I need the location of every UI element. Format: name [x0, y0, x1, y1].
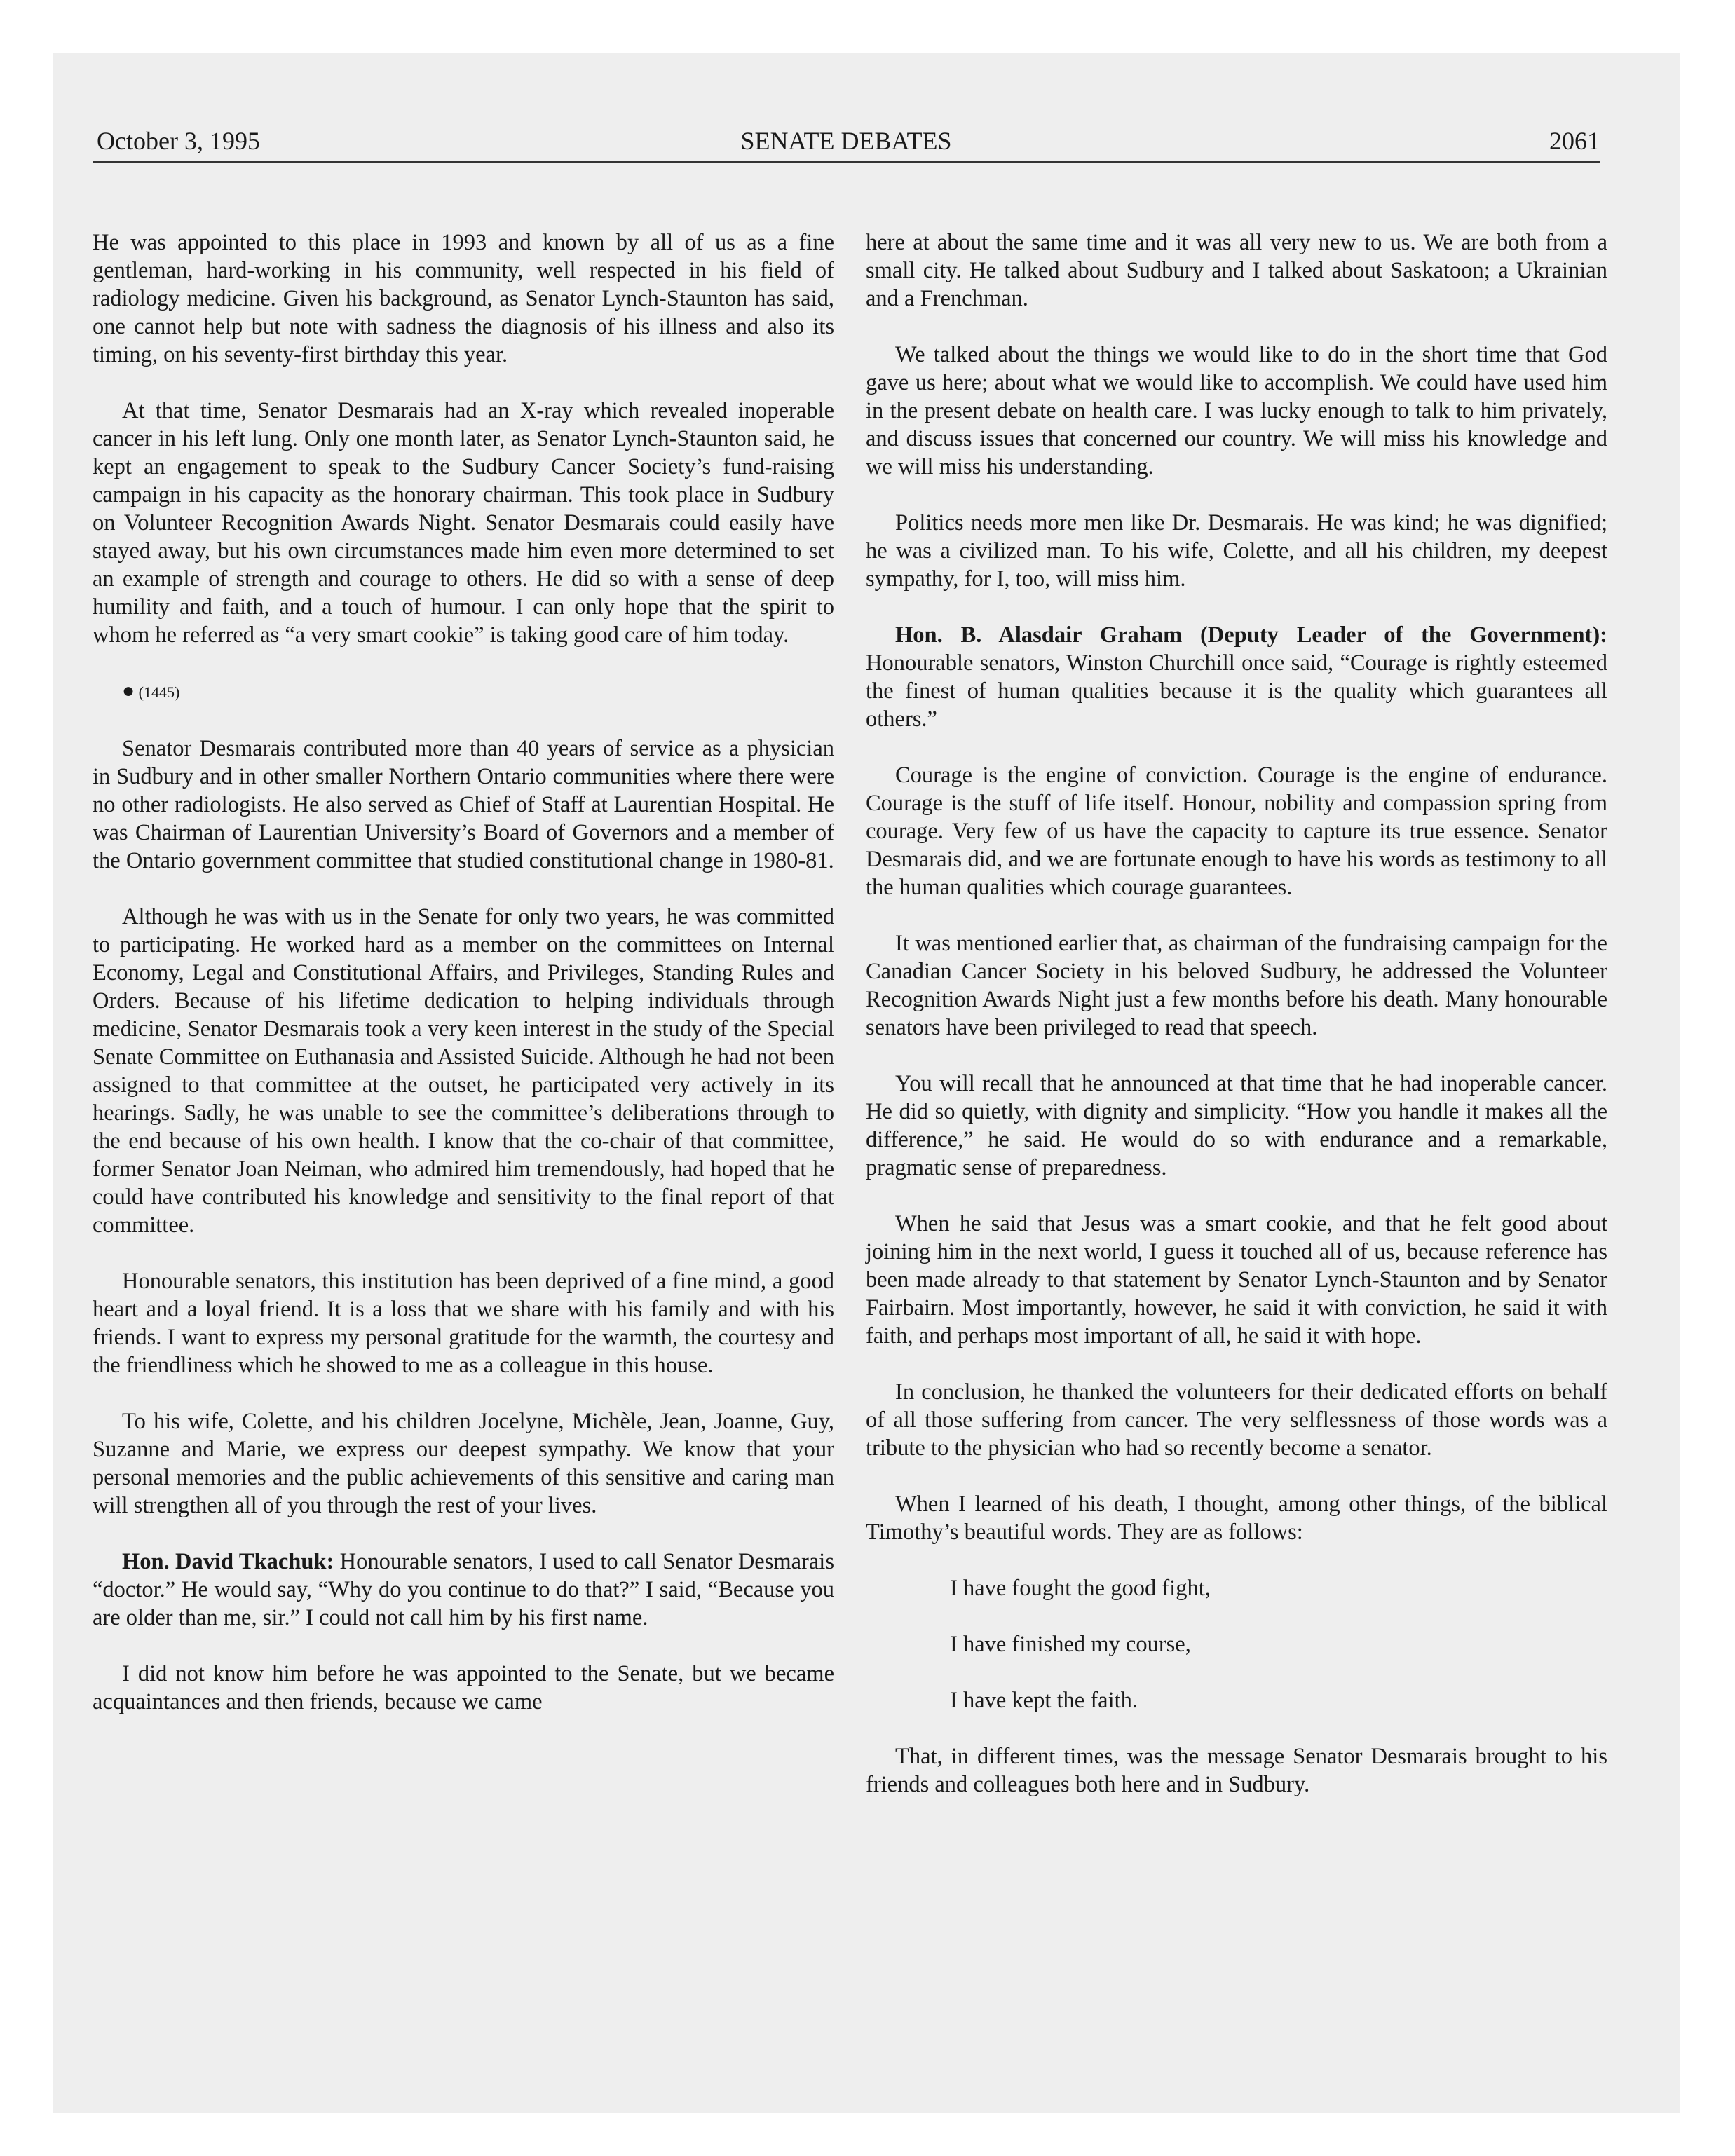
paragraph: here at about the same time and it was all very new to us. We are both from a small city. He talked about Sudbury and I talked about Saskatoon; a Ukrainian and a Frenchman. — [866, 230, 1607, 311]
paragraph: I did not know him before he was appointed to the Senate, but we became acquaintances and then friends, because we came — [93, 1661, 834, 1714]
paragraph: When he said that Jesus was a smart cookie, and that he felt good about joining him in the next world, I guess it touched all of us, because reference has been made already to that statement by Senator Lynch-Staunton and by Senator Fairbairn. Most importantly, however, he said it with conviction, he said it with faith, and perhaps most important of all, he said it with hope. — [866, 1211, 1607, 1349]
right-column — [866, 228, 1607, 1827]
paragraph: Although he was with us in the Senate for only two years, he was committed to participating. He worked hard as a member on the committees on Internal Economy, Legal and Constitutional Affairs, and Privileges, Standing Rules and Orders. Because of his lifetime dedication to helping individuals through medicine, Senator Desmarais took a very keen interest in the study of the Special Senate Committee on Euthanasia and Assisted Suicide. Although he had not been assigned to that committee at the outset, he participated very actively in its hearings. Sadly, he was unable to see the committee’s deliberations through to the end because of his own health. I know that the co-chair of that committee, former Senator Joan Neiman, who admired him tremendously, had hoped that he could have contributed his knowledge and sensitivity to the final report of that committee. — [93, 904, 834, 1238]
paragraph: It was mentioned earlier that, as chairman of the fundraising campaign for the Canadian Cancer Society in his beloved Sudbury, he addressed the Volunteer Recognition Awards Night just a few months before his death. Many honourable senators have been privileged to read that speech. — [866, 931, 1607, 1040]
bullet-icon: ● — [122, 679, 135, 702]
speaker-name: Hon. David Tkachuk: — [122, 1549, 334, 1574]
header-date: October 3, 1995 — [97, 127, 260, 155]
time-marker — [93, 677, 834, 707]
page-header — [93, 126, 1600, 163]
paragraph: Politics needs more men like Dr. Desmarais. He was kind; he was dignified; he was a civilized man. To his wife, Colette, and all his children, my deepest sympathy, for I, too, will miss him. — [866, 510, 1607, 592]
speaker-paragraph — [93, 1548, 834, 1632]
header-title: SENATE DEBATES — [740, 127, 952, 155]
time-marker-text: (1445) — [138, 683, 180, 701]
scripture-quote-line: I have fought the good fight, — [950, 1576, 1211, 1601]
speaker-paragraph — [866, 621, 1607, 733]
paragraph: Senator Desmarais contributed more than 40 years of service as a physician in Sudbury and in other smaller Northern Ontario communities where there were no other radiologists. He also served as Chief of Staff at Laurentian Hospital. He was Chairman of Laurentian University’s Board of Governors and a member of the Ontario government committee that studied constitutional change in 1980-81. — [93, 736, 834, 873]
paragraph: When I learned of his death, I thought, among other things, of the biblical Timothy’s beautiful words. They are as follows: — [866, 1492, 1607, 1545]
left-column — [93, 228, 834, 1744]
scripture-quote-line: I have finished my course, — [950, 1632, 1191, 1657]
speaker-name: Hon. B. Alasdair Graham (Deputy Leader of the Government): — [895, 622, 1607, 648]
paragraph: At that time, Senator Desmarais had an X-ray which revealed inoperable cancer in his left lung. Only one month later, as Senator Lynch-Staunton said, he kept an engagement to speak to the Sudbury Cancer Society’s fund-raising campaign in his capacity as the honorary chairman. This took place in Sudbury on Volunteer Recognition Awards Night. Senator Desmarais could easily have stayed away, but his own circumstances made him even more determined to set an example of strength and courage to others. He did so with a sense of deep humility and faith, and a touch of humour. I can only hope that the spirit to whom he referred as “a very smart cookie” is taking good care of him today. — [93, 398, 834, 648]
paragraph: Honourable senators, this institution has been deprived of a fine mind, a good heart and a loyal friend. It is a loss that we share with his family and with his friends. I want to express my personal gratitude for the warmth, the courtesy and the friendliness which he showed to me as a colleague in this house. — [93, 1269, 834, 1378]
scripture-quote-line: I have kept the faith. — [950, 1688, 1138, 1713]
paragraph: We talked about the things we would like to do in the short time that God gave us here; about what we would like to accomplish. We could have used him in the present debate on health care. I was lucky enough to talk to him privately, and discuss issues that concerned our country. We will miss his knowledge and we will miss his understanding. — [866, 342, 1607, 479]
paragraph: In conclusion, he thanked the volunteers for their dedicated efforts on behalf of all those suffering from cancer. The very selflessness of those words was a tribute to the physician who had so recently become a senator. — [866, 1379, 1607, 1461]
speaker-text: Honourable senators, I used to call Senator Desmarais “doctor.” He would say, “Why do you continue to do that?” I said, “Because you are older than me, sir.” I could not call him by his first name. — [93, 1549, 834, 1630]
page-number: 2061 — [1549, 127, 1600, 155]
paragraph: That, in different times, was the message Senator Desmarais brought to his friends and colleagues both here and in Sudbury. — [866, 1744, 1607, 1797]
paragraph: Courage is the engine of conviction. Courage is the engine of endurance. Courage is the stuff of life itself. Honour, nobility and compassion spring from courage. Very few of us have the capacity to capture its true essence. Senator Desmarais did, and we are fortunate enough to have his words as testimony to all the human qualities which courage guarantees. — [866, 763, 1607, 900]
paragraph: To his wife, Colette, and his children Jocelyne, Michèle, Jean, Joanne, Guy, Suzanne and Marie, we express our deepest sympathy. We know that your personal memories and the public achievements of this sensitive and caring man will strengthen all of you through the rest of your lives. — [93, 1409, 834, 1518]
paragraph: You will recall that he announced at that time that he had inoperable cancer. He did so quietly, with dignity and simplicity. “How you handle it makes all the difference,” he said. He would do so with endurance and a remarkable, pragmatic sense of preparedness. — [866, 1071, 1607, 1180]
paragraph: He was appointed to this place in 1993 and known by all of us as a fine gentleman, hard-working in his community, well respected in his field of radiology medicine. Given his background, as Senator Lynch-Staunton has said, one cannot help but note with sadness the diagnosis of his illness and also its timing, on his seventy-first birthday this year. — [93, 230, 834, 367]
speaker-text: Honourable senators, Winston Churchill once said, “Courage is rightly esteemed the finest of human qualities because it is the quality which guarantees all others.” — [866, 650, 1607, 732]
